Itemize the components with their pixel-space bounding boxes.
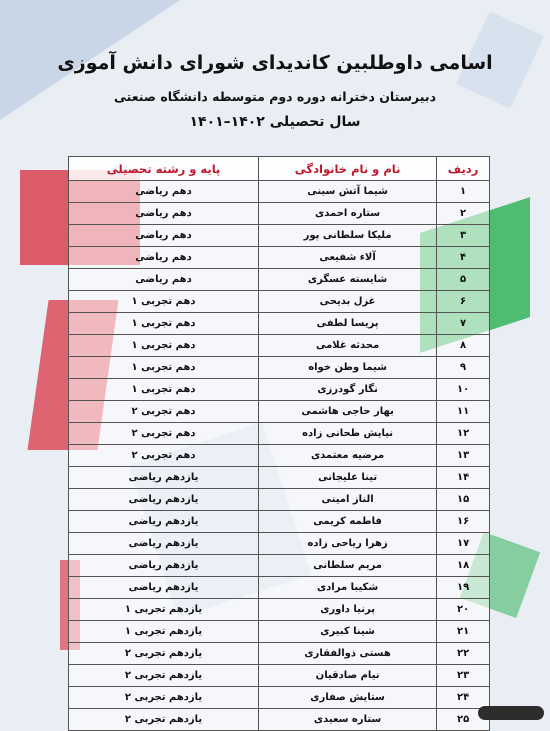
- table-row: [69, 379, 490, 401]
- table-row: [69, 467, 490, 489]
- row-number: ۱۷: [437, 533, 490, 555]
- student-name: ستاره سعیدی: [259, 709, 437, 731]
- row-number: ۲۴: [437, 687, 490, 709]
- student-name: ملیکا سلطانی پور: [259, 225, 437, 247]
- table-row: [69, 445, 490, 467]
- table-row: [69, 401, 490, 423]
- table-row: [69, 643, 490, 665]
- row-number: ۲۰: [437, 599, 490, 621]
- grade-field: دهم ریاضی: [69, 269, 259, 291]
- row-number: ۳: [437, 225, 490, 247]
- column-header-num: ردیف: [437, 157, 490, 181]
- row-number: ۱۶: [437, 511, 490, 533]
- student-name: غزل بدیحی: [259, 291, 437, 313]
- table-header-row: [69, 157, 490, 181]
- grade-field: یازدهم ریاضی: [69, 489, 259, 511]
- student-name: شکیبا مرادی: [259, 577, 437, 599]
- student-name: پریسا لطفی: [259, 313, 437, 335]
- grade-field: یازدهم ریاضی: [69, 577, 259, 599]
- student-name: شیما وطن خواه: [259, 357, 437, 379]
- row-number: ۴: [437, 247, 490, 269]
- row-number: ۱۰: [437, 379, 490, 401]
- student-name: نگار گودرزی: [259, 379, 437, 401]
- student-name: محدثه غلامی: [259, 335, 437, 357]
- student-name: الناز امینی: [259, 489, 437, 511]
- grade-field: یازدهم تجربی ۲: [69, 687, 259, 709]
- grade-field: دهم تجربی ۲: [69, 423, 259, 445]
- row-number: ۵: [437, 269, 490, 291]
- document-page: [6, 0, 544, 725]
- row-number: ۱۳: [437, 445, 490, 467]
- table-row: [69, 247, 490, 269]
- grade-field: یازدهم ریاضی: [69, 467, 259, 489]
- table-row: [69, 511, 490, 533]
- column-header-grade: پایه و رشته تحصیلی: [69, 157, 259, 181]
- table-row: [69, 269, 490, 291]
- table-row: [69, 533, 490, 555]
- student-name: آلاء شفیعی: [259, 247, 437, 269]
- table-row: [69, 291, 490, 313]
- student-name: فاطمه کریمی: [259, 511, 437, 533]
- table-row: [69, 555, 490, 577]
- grade-field: دهم ریاضی: [69, 225, 259, 247]
- grade-field: یازدهم تجربی ۱: [69, 599, 259, 621]
- academic-year: سال تحصیلی ۱۴۰۲–۱۴۰۱: [189, 114, 361, 130]
- table-row: [69, 665, 490, 687]
- grade-field: دهم ریاضی: [69, 247, 259, 269]
- grade-field: یازدهم ریاضی: [69, 511, 259, 533]
- media-controls-bar: [478, 706, 544, 720]
- table-row: [69, 181, 490, 203]
- row-number: ۷: [437, 313, 490, 335]
- table-row: [69, 335, 490, 357]
- student-name: نیایش طحانی زاده: [259, 423, 437, 445]
- row-number: ۹: [437, 357, 490, 379]
- row-number: ۲۲: [437, 643, 490, 665]
- student-name: شیما آتش سینی: [259, 181, 437, 203]
- grade-field: یازدهم تجربی ۲: [69, 643, 259, 665]
- row-number: ۲۵: [437, 709, 490, 731]
- grade-field: یازدهم ریاضی: [69, 533, 259, 555]
- grade-field: دهم تجربی ۲: [69, 401, 259, 423]
- row-number: ۱۴: [437, 467, 490, 489]
- grade-field: دهم تجربی ۱: [69, 335, 259, 357]
- student-name: نیام صادقیان: [259, 665, 437, 687]
- grade-field: یازدهم ریاضی: [69, 555, 259, 577]
- row-number: ۱۲: [437, 423, 490, 445]
- table-row: [69, 225, 490, 247]
- row-number: ۲: [437, 203, 490, 225]
- table-row: [69, 203, 490, 225]
- row-number: ۸: [437, 335, 490, 357]
- student-name: شینا کبیری: [259, 621, 437, 643]
- grade-field: یازدهم تجربی ۱: [69, 621, 259, 643]
- candidates-table: [68, 156, 490, 731]
- grade-field: یازدهم تجربی ۲: [69, 709, 259, 731]
- table-row: [69, 357, 490, 379]
- grade-field: دهم تجربی ۱: [69, 313, 259, 335]
- school-name: دبیرستان دخترانه دوره دوم متوسطه دانشگاه صنعتی: [114, 89, 436, 104]
- table-row: [69, 577, 490, 599]
- grade-field: دهم تجربی ۲: [69, 445, 259, 467]
- table-row: [69, 489, 490, 511]
- row-number: ۱: [437, 181, 490, 203]
- table-row: [69, 621, 490, 643]
- row-number: ۱۵: [437, 489, 490, 511]
- student-name: پرنیا داوری: [259, 599, 437, 621]
- student-name: ستاره احمدی: [259, 203, 437, 225]
- grade-field: دهم تجربی ۱: [69, 379, 259, 401]
- row-number: ۶: [437, 291, 490, 313]
- student-name: مرضیه معتمدی: [259, 445, 437, 467]
- student-name: مریم سلطانی: [259, 555, 437, 577]
- row-number: ۲۳: [437, 665, 490, 687]
- table-row: [69, 599, 490, 621]
- row-number: ۲۱: [437, 621, 490, 643]
- row-number: ۱۱: [437, 401, 490, 423]
- student-name: ستایش صفاری: [259, 687, 437, 709]
- row-number: ۱۹: [437, 577, 490, 599]
- grade-field: دهم تجربی ۱: [69, 357, 259, 379]
- table-row: [69, 687, 490, 709]
- student-name: تینا علیجانی: [259, 467, 437, 489]
- grade-field: دهم تجربی ۱: [69, 291, 259, 313]
- student-name: شایسته عسگری: [259, 269, 437, 291]
- grade-field: دهم ریاضی: [69, 181, 259, 203]
- student-name: بهار حاجی هاشمی: [259, 401, 437, 423]
- grade-field: دهم ریاضی: [69, 203, 259, 225]
- table-row: [69, 709, 490, 731]
- column-header-name: نام و نام خانوادگی: [259, 157, 437, 181]
- table-row: [69, 313, 490, 335]
- row-number: ۱۸: [437, 555, 490, 577]
- student-name: هستی ذوالفقاری: [259, 643, 437, 665]
- table-row: [69, 423, 490, 445]
- grade-field: یازدهم تجربی ۲: [69, 665, 259, 687]
- student-name: زهرا ریاحی زاده: [259, 533, 437, 555]
- document-title: اسامی داوطلبین کاندیدای شورای دانش آموزی: [57, 52, 493, 74]
